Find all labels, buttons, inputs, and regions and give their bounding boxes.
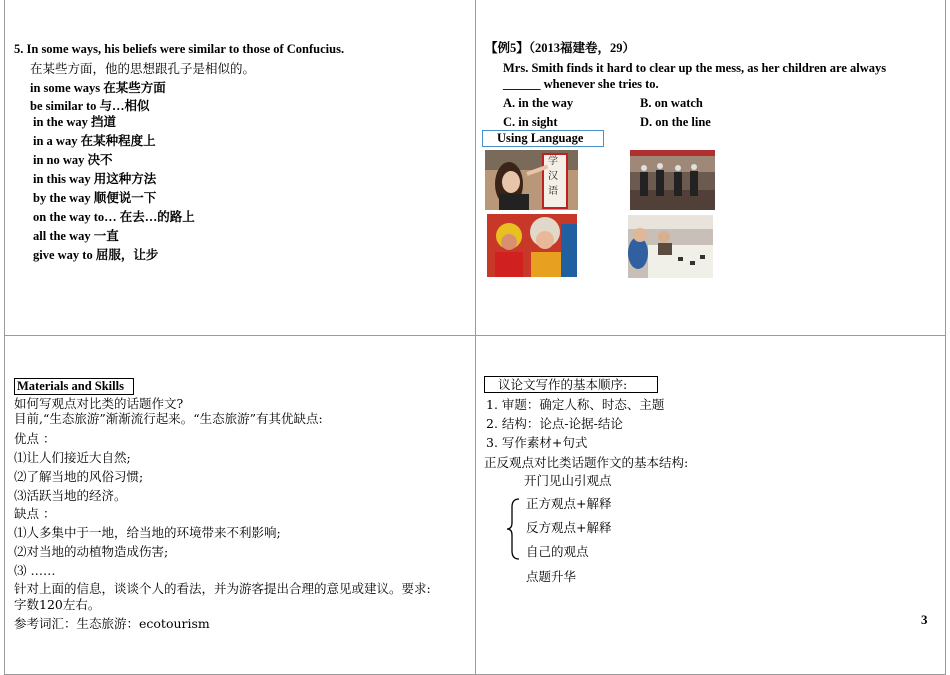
brace-icon bbox=[505, 497, 521, 561]
way-phrase: in no way 决不 bbox=[33, 153, 113, 167]
way-phrase: all the way 一直 bbox=[33, 229, 119, 243]
phrase-in-some-ways: in some ways 在某些方面 bbox=[30, 81, 166, 95]
text-line: ⑶活跃当地的经济。 bbox=[14, 488, 127, 503]
section-title-using-language: Using Language bbox=[497, 131, 584, 145]
photo-learning-chinese bbox=[485, 150, 578, 210]
page-number: 3 bbox=[921, 612, 928, 627]
sentence-translation: 在某些方面，他的思想跟孔子是相似的。 bbox=[30, 61, 256, 76]
option-a: A. in the way bbox=[503, 96, 574, 110]
text-line: 如何写观点对比类的话题作文? bbox=[14, 396, 184, 411]
text-line: ⑶ …… bbox=[14, 563, 56, 578]
text-line: ⑵对当地的动植物造成伤害; bbox=[14, 544, 169, 559]
way-phrase: by the way 顺便说一下 bbox=[33, 191, 157, 205]
photo-sign-text: 学汉语 bbox=[548, 156, 558, 197]
phrase-be-similar-to: be similar to 与…相似 bbox=[30, 99, 150, 113]
text-line: ⑵了解当地的风俗习惯; bbox=[14, 469, 144, 484]
way-phrase: in the way 挡道 bbox=[33, 115, 116, 129]
option-c: C. in sight bbox=[503, 115, 558, 129]
section-title-materials-skills: Materials and Skills bbox=[17, 379, 124, 393]
text-line: 参考词汇：生态旅游：ecotourism bbox=[14, 616, 210, 631]
question-line-1: Mrs. Smith finds it hard to clear up the mess, as her children are always bbox=[503, 61, 887, 75]
option-b: B. on watch bbox=[640, 96, 703, 110]
section-title-writing-order: 议论文写作的基本顺序: bbox=[498, 377, 628, 392]
photo-calligraphy-class bbox=[628, 215, 713, 278]
text-line: ⑴让人们接近大自然; bbox=[14, 450, 131, 465]
text-line: 字数120左右。 bbox=[14, 597, 101, 612]
step-item: 3. 写作素材+句式 bbox=[486, 435, 588, 450]
text-line: 针对上面的信息，谈谈个人的看法，并为游客提出合理的意见或建议。要求: bbox=[14, 581, 431, 596]
text-line: 目前,“生态旅游”渐渐流行起来。“生态旅游”有其优缺点: bbox=[14, 411, 323, 426]
way-phrase: in this way 用这种方法 bbox=[33, 172, 157, 186]
way-phrase: on the way to… 在去…的路上 bbox=[33, 210, 195, 224]
structure-opening: 开门见山引观点 bbox=[524, 473, 612, 488]
way-phrase: give way to 屈服，让步 bbox=[33, 248, 159, 262]
brace-item: 反方观点+解释 bbox=[526, 520, 612, 535]
way-phrase: in a way 在某种程度上 bbox=[33, 134, 156, 148]
step-item: 2. 结构：论点-论据-结论 bbox=[486, 416, 623, 431]
step-item: 1. 审题：确定人称、时态、主题 bbox=[486, 397, 665, 412]
structure-title: 正反观点对比类话题作文的基本结构: bbox=[484, 455, 689, 470]
sentence-heading: 5. In some ways, his beliefs were similar to those of Confucius. bbox=[14, 42, 345, 56]
text-line: ⑴人多集中于一地，给当地的环境带来不利影响; bbox=[14, 525, 281, 540]
option-d: D. on the line bbox=[640, 115, 711, 129]
brace-item: 正方观点+解释 bbox=[526, 496, 612, 511]
photo-martial-arts bbox=[630, 150, 715, 210]
brace-item: 自己的观点 bbox=[526, 544, 589, 559]
question-line-2: ______ whenever she tries to. bbox=[503, 77, 659, 91]
text-line: 优点 ： bbox=[14, 431, 56, 446]
structure-closing: 点题升华 bbox=[526, 569, 577, 584]
example-label: 【例5】（2013福建卷，29） bbox=[485, 41, 636, 55]
photo-opera-performers bbox=[487, 214, 577, 277]
text-line: 缺点 ： bbox=[14, 506, 56, 521]
